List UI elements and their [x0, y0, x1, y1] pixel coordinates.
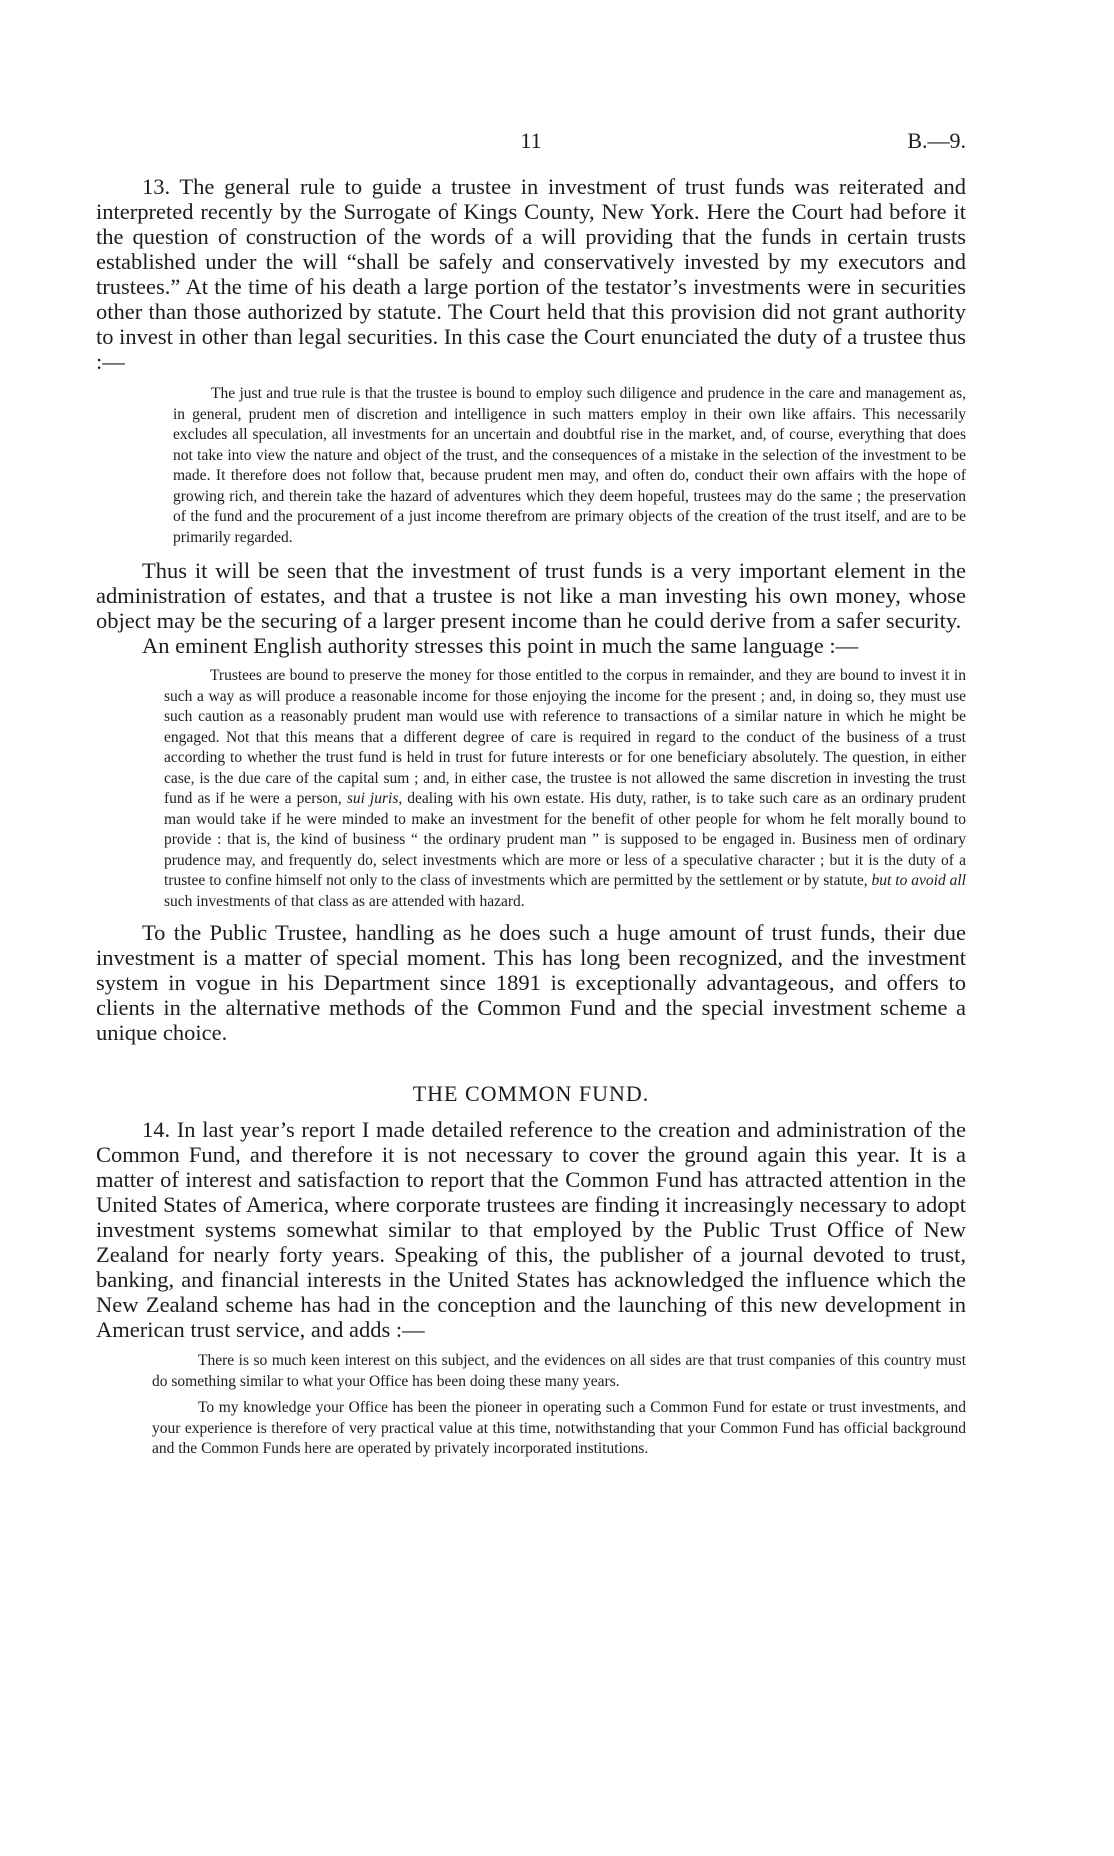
quote-text: such investments of that class as are attended with hazard.: [164, 892, 525, 910]
block-quote-publisher-2: To my knowledge your Office has been the pioneer in operating such a Common Fund for estate or trust investments, and your experience is therefore of very practical value at this time, notwithstanding that your Common Fund has official background and the Common Funds here are operated by privately incorporated institutions.: [152, 1399, 966, 1457]
block-quote-surrogate: The just and true rule is that the trustee is bound to employ such diligence and prudence in the care and management as, in general, prudent men of discretion and intelligence in such matters employ in their own like affairs. This necessarily excludes all speculation, all investments for an uncertain and doubtful rise in the market, and, of course, everything that does not take into view the nature and object of the trust, and the consequences of a mistake in the selection of the investment to be made. It therefore does not follow that, because prudent men may, and often do, conduct their own affairs with the hope of growing rich, and therein take the hazard of adventures which they deem hopeful, trustees may do the same ; the preservation of the fund and the procurement of a just income therefrom are primary objects of the creation of the trust itself, and are to be primarily regarded.: [173, 385, 966, 546]
quote-text: Trustees are bound to preserve the money for those entitled to the corpus in remainder, and they are bound to invest it in such a way as will produce a reasonable income for those enjoying the income for the present ; and, in doing so, they must use such caution as a reasonably prudent man would use with reference to transactions of a similar nature in which he might be engaged. Not that this means that a different degree of care is required in regard to the conduct of the business of a trust according to whether the trust fund is held in trust for future interests or for one beneficiary absolutely. The question, in either case, is the due care of the capital sum ; and, in either case, the trustee is not allowed the same discretion in investing the trust fund as if he were a person,: [164, 667, 966, 807]
quote-italic-text: but to avoid all: [871, 872, 966, 889]
paragraph-14: 14. In last year’s report I made detailed reference to the creation and administration of the Common Fund, and therefore it is not necessary to cover the ground again this year. It is a matter of interest and satisfaction to report that the Common Fund has attracted attention in the United States of America, where corporate trustees are finding it increasingly necessary to adopt investment systems somewhat similar to that employed by the Public Trust Office of New Zealand for nearly forty years. Speaking of this, the publisher of a journal devoted to trust, banking, and financial interests in the United States has acknowledged the influence which the New Zealand scheme has had in the conception and the launching of this new development in American trust service, and adds :—: [96, 1117, 966, 1342]
document-body: [96, 174, 966, 1460]
quote-italic-text: sui juris: [346, 790, 399, 807]
section-heading: THE COMMON FUND.: [412, 1081, 650, 1106]
paragraph-13: 13. The general rule to guide a trustee in investment of trust funds was reiterated and interpreted recently by the Surrogate of Kings County, New York. Here the Court had before it the question of construction of the words of a will providing that the funds in certain trusts established under the will “shall be safely and conservatively invested by my executors and trustees.” At the time of his death a large portion of the testator’s investments were in securities other than those authorized by statute. The Court held that this provision did not grant authority to invest in other than legal securities. In this case the Court enunciated the duty of a trustee thus :—: [96, 174, 966, 374]
paragraph-public-trustee: To the Public Trustee, handling as he does such a huge amount of trust funds, their due investment is a matter of special moment. This has long been recognized, and the investment system in vogue in his Department since 1891 is exceptionally advantageous, and offers to clients in the alternative methods of the Common Fund and the special investment scheme a unique choice.: [96, 920, 966, 1045]
paragraph-thus: Thus it will be seen that the investment of trust funds is a very important element in the administration of estates, and that a trustee is not like a man investing his own money, whose object may be the securing of a larger present income than he could derive from a safer security.: [96, 558, 966, 633]
block-quote-publisher-1: There is so much keen interest on this subject, and the evidences on all sides are that trust companies of this country must do something similar to what your Office has been doing these many years.: [152, 1352, 966, 1390]
document-reference: B.—9.: [907, 128, 966, 153]
page-number: 11: [520, 128, 542, 153]
quote-text: , dealing with his own estate. His duty, rather, is to take such care as an ordinary prudent man would take if he were minded to make an investment for the benefit of other people for whom he felt morally bound to provide : that is, the kind of business “ the ordinary prudent man ” is supposed to be engaged in. Business men of ordinary prudence may, and frequently do, select investments which are more or less of a speculative character ; but it is the duty of a trustee to confine himself not only to the class of investments which are permitted by the settlement or by statute,: [164, 790, 966, 889]
page-header: [96, 128, 966, 156]
paragraph-eminent-authority: An eminent English authority stresses this point in much the same language :—: [142, 633, 859, 658]
block-quote-english-authority: [96, 666, 966, 912]
